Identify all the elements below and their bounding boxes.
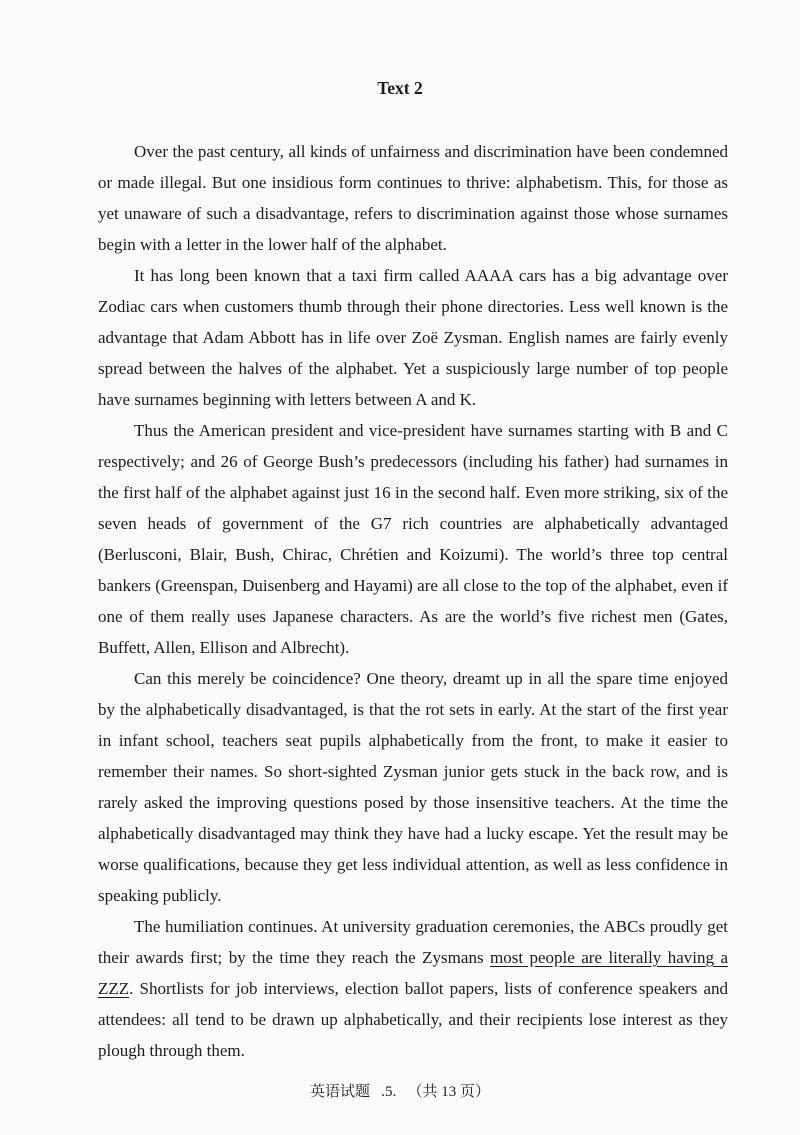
paragraph-2: It has long been known that a taxi firm called AAAA cars has a big advantage over Zodiac cars when customers thumb through their phone directories. Less well known is the advantage that Adam Abbott has in life over Zoë Zysman. English names are fairly evenly spread between the halves of the alphabet. Yet a suspiciously large number of top people have surnames beginning with letters between A and K. (98, 266, 728, 409)
passage-body (98, 136, 728, 1066)
paragraph-5 (98, 911, 728, 1066)
paragraph-5-end: . Shortlists for job interviews, election ballot papers, lists of conference speakers and attendees: all tend to be drawn up alphabetically, and their recipients lose interest as they plough through them. (98, 979, 728, 1060)
footer-page-number: .5. (381, 1084, 397, 1100)
paragraph-1: Over the past century, all kinds of unfairness and discrimination have been condemned or made illegal. But one insidious form continues to thrive: alphabetism. This, for those as yet unaware of such a disadvantage, refers to discrimination against those whose surnames begin with a letter in the lower half of the alphabet. (98, 142, 728, 254)
page-footer (0, 1081, 800, 1103)
footer-total-pages: （共 13 页） (407, 1084, 491, 1100)
paragraph-5-start: The humiliation continues. At university graduation ceremonies, the ABCs proudly get their awards first; by the time they reach the Zysmans (98, 917, 728, 967)
paragraph-3: Thus the American president and vice-president have surnames starting with B and C respectively; and 26 of George Bush’s predecessors (including his father) had surnames in the first half of the alphabet against just 16 in the second half. Even more striking, six of the seven heads of government of the G7 rich countries are alphabetically advantaged (Berlusconi, Blair, Bush, Chirac, Chrétien and Koizumi). The world’s three top central bankers (Greenspan, Duisenberg and Hayami) are all close to the top of the alphabet, even if one of them really uses Japanese characters. As are the world’s five richest men (Gates, Buffett, Allen, Ellison and Albrecht). (98, 421, 728, 657)
footer-subject: 英语试题 (309, 1084, 370, 1100)
underlined-phrase: most people are literally having a ZZZ (98, 948, 729, 998)
paragraph-4: Can this merely be coincidence? One theory, dreamt up in all the spare time enjoyed by the alphabetically disadvantaged, is that the rot sets in early. At the start of the first year in infant school, teachers seat pupils alphabetically from the front, to make it easier to remember their names. So short-sighted Zysman junior gets stuck in the back row, and is rarely asked the improving questions posed by those insensitive teachers. At the time the alphabetically disadvantaged may think they have had a lucky escape. Yet the result may be worse qualifications, because they get less individual attention, as well as less confidence in speaking publicly. (98, 669, 728, 905)
passage-title: Text 2 (377, 78, 423, 98)
